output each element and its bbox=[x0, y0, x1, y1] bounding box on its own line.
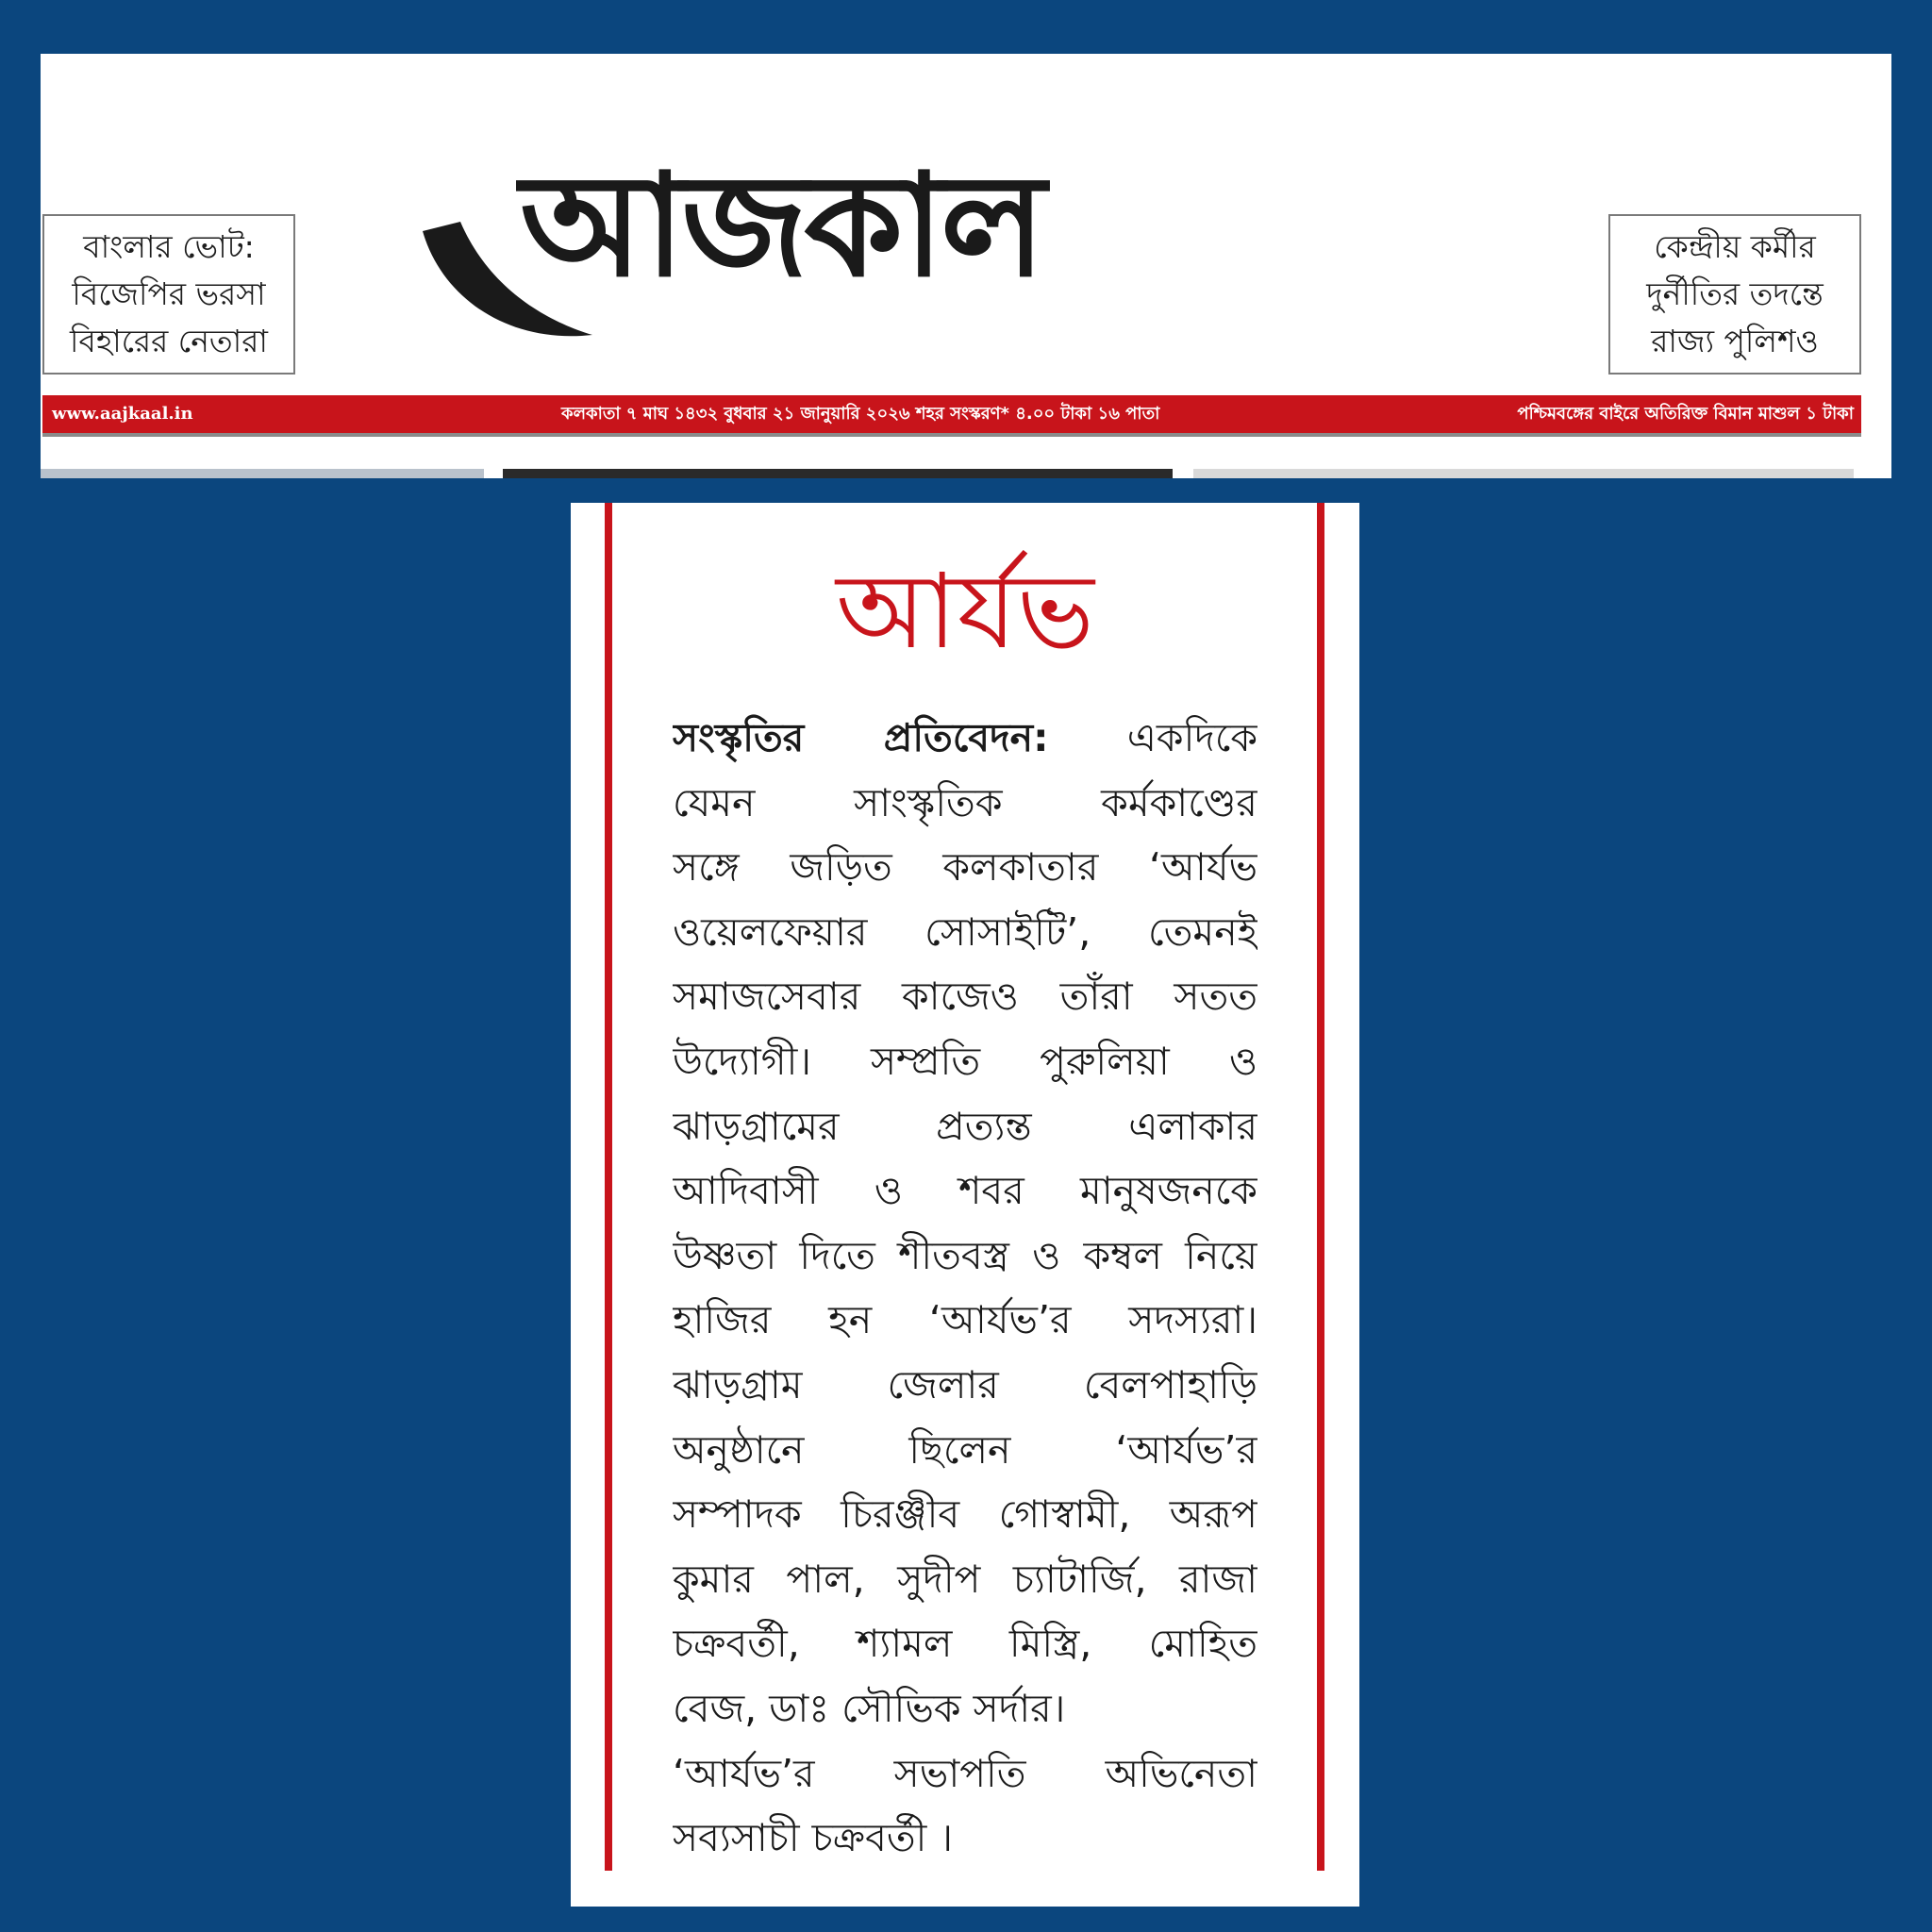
article-line: উষ্ণতা দিতে শীতবস্ত্র ও কম্বল নিয়ে bbox=[673, 1232, 1257, 1278]
article-lead: সংস্কৃতির প্রতিবেদন: bbox=[673, 715, 1049, 760]
article-line-text: একদিকে bbox=[1048, 715, 1257, 760]
newspaper-masthead bbox=[41, 54, 1891, 478]
dateline-bar-shadow bbox=[42, 433, 1861, 437]
article-line bbox=[673, 706, 1257, 771]
surcharge-text: পশ্চিমবঙ্গের বাইরে অতিরিক্ত বিমান মাশুল ১ টাকা bbox=[1517, 404, 1854, 424]
article-line: সম্পাদক চিরঞ্জীব গোস্বামী, অরূপ bbox=[673, 1491, 1257, 1538]
article-line: ঝাড়গ্রামের প্রত্যন্ত এলাকার bbox=[673, 1103, 1257, 1149]
article-line: ওয়েলফেয়ার সোসাইটি’, তেমনই bbox=[673, 908, 1257, 955]
logo-text: আজকাল bbox=[520, 144, 1042, 308]
right-red-rule bbox=[1317, 503, 1324, 1871]
article-line: ‘আর্যভ’র সভাপতি অভিনেতা bbox=[673, 1750, 1257, 1796]
website-url: www.aajkaal.in bbox=[52, 404, 193, 424]
peek-dark-strip bbox=[503, 469, 1173, 478]
right-ear-line-1: কেন্দ্রীয় কর্মীর bbox=[1654, 228, 1816, 265]
right-ear-line-2: দুর্নীতির তদন্তে bbox=[1646, 275, 1824, 312]
article-line: সঙ্গে জড়িত কলকাতার ‘আর্যভ bbox=[673, 844, 1257, 891]
article-line: আদিবাসী ও শবর মানুষজনকে bbox=[673, 1168, 1257, 1214]
right-ear-box bbox=[1608, 214, 1861, 375]
newspaper-logo bbox=[404, 108, 1158, 363]
left-ear-line-3: বিহারের নেতারা bbox=[70, 323, 268, 359]
article-line: চক্রবর্তী, শ্যামল মিস্ত্রি, মোহিত bbox=[673, 1621, 1257, 1667]
article-line: বেজ, ডাঃ সৌভিক সর্দার। bbox=[673, 1685, 1066, 1731]
left-red-rule bbox=[605, 503, 612, 1871]
article-line: যেমন সাংস্কৃতিক কর্মকাণ্ডের bbox=[673, 779, 1257, 825]
article-title: আর্যভ bbox=[836, 551, 1094, 672]
left-ear-line-2: বিজেপির ভরসা bbox=[72, 275, 266, 312]
article-body bbox=[673, 706, 1257, 1871]
page-content-peek bbox=[41, 469, 1891, 478]
article-line: কুমার পাল, সুদীপ চ্যাটার্জি, রাজা bbox=[673, 1556, 1257, 1602]
peek-photo-strip bbox=[41, 469, 484, 478]
article-clipping bbox=[571, 503, 1359, 1907]
right-ear-line-3: রাজ্য পুলিশও bbox=[1651, 323, 1819, 359]
article-line: ঝাড়গ্রাম জেলার বেলপাহাড়ি bbox=[673, 1361, 1257, 1407]
peek-grey-strip bbox=[1193, 469, 1854, 478]
article-line: হাজির হন ‘আর্যভ’র সদস্যরা। bbox=[673, 1297, 1257, 1343]
left-ear-line-1: বাংলার ভোট: bbox=[83, 228, 255, 265]
left-ear-box bbox=[42, 214, 295, 375]
dateline-text: কলকাতা ৭ মাঘ ১৪৩২ বুধবার ২১ জানুয়ারি ২০২৬ শহর সংস্করণ* ৪.০০ টাকা ১৬ পাতা bbox=[561, 404, 1160, 424]
article-line: সমাজসেবার কাজেও তাঁরা সতত bbox=[673, 974, 1257, 1020]
article-line: উদ্যোগী। সম্প্রতি পুরুলিয়া ও bbox=[673, 1038, 1257, 1084]
article-line: অনুষ্ঠানে ছিলেন ‘আর্যভ’র bbox=[673, 1426, 1257, 1473]
article-line: সব্যসাচী চক্রবর্তী । bbox=[673, 1815, 954, 1861]
dateline-bar bbox=[42, 395, 1861, 433]
